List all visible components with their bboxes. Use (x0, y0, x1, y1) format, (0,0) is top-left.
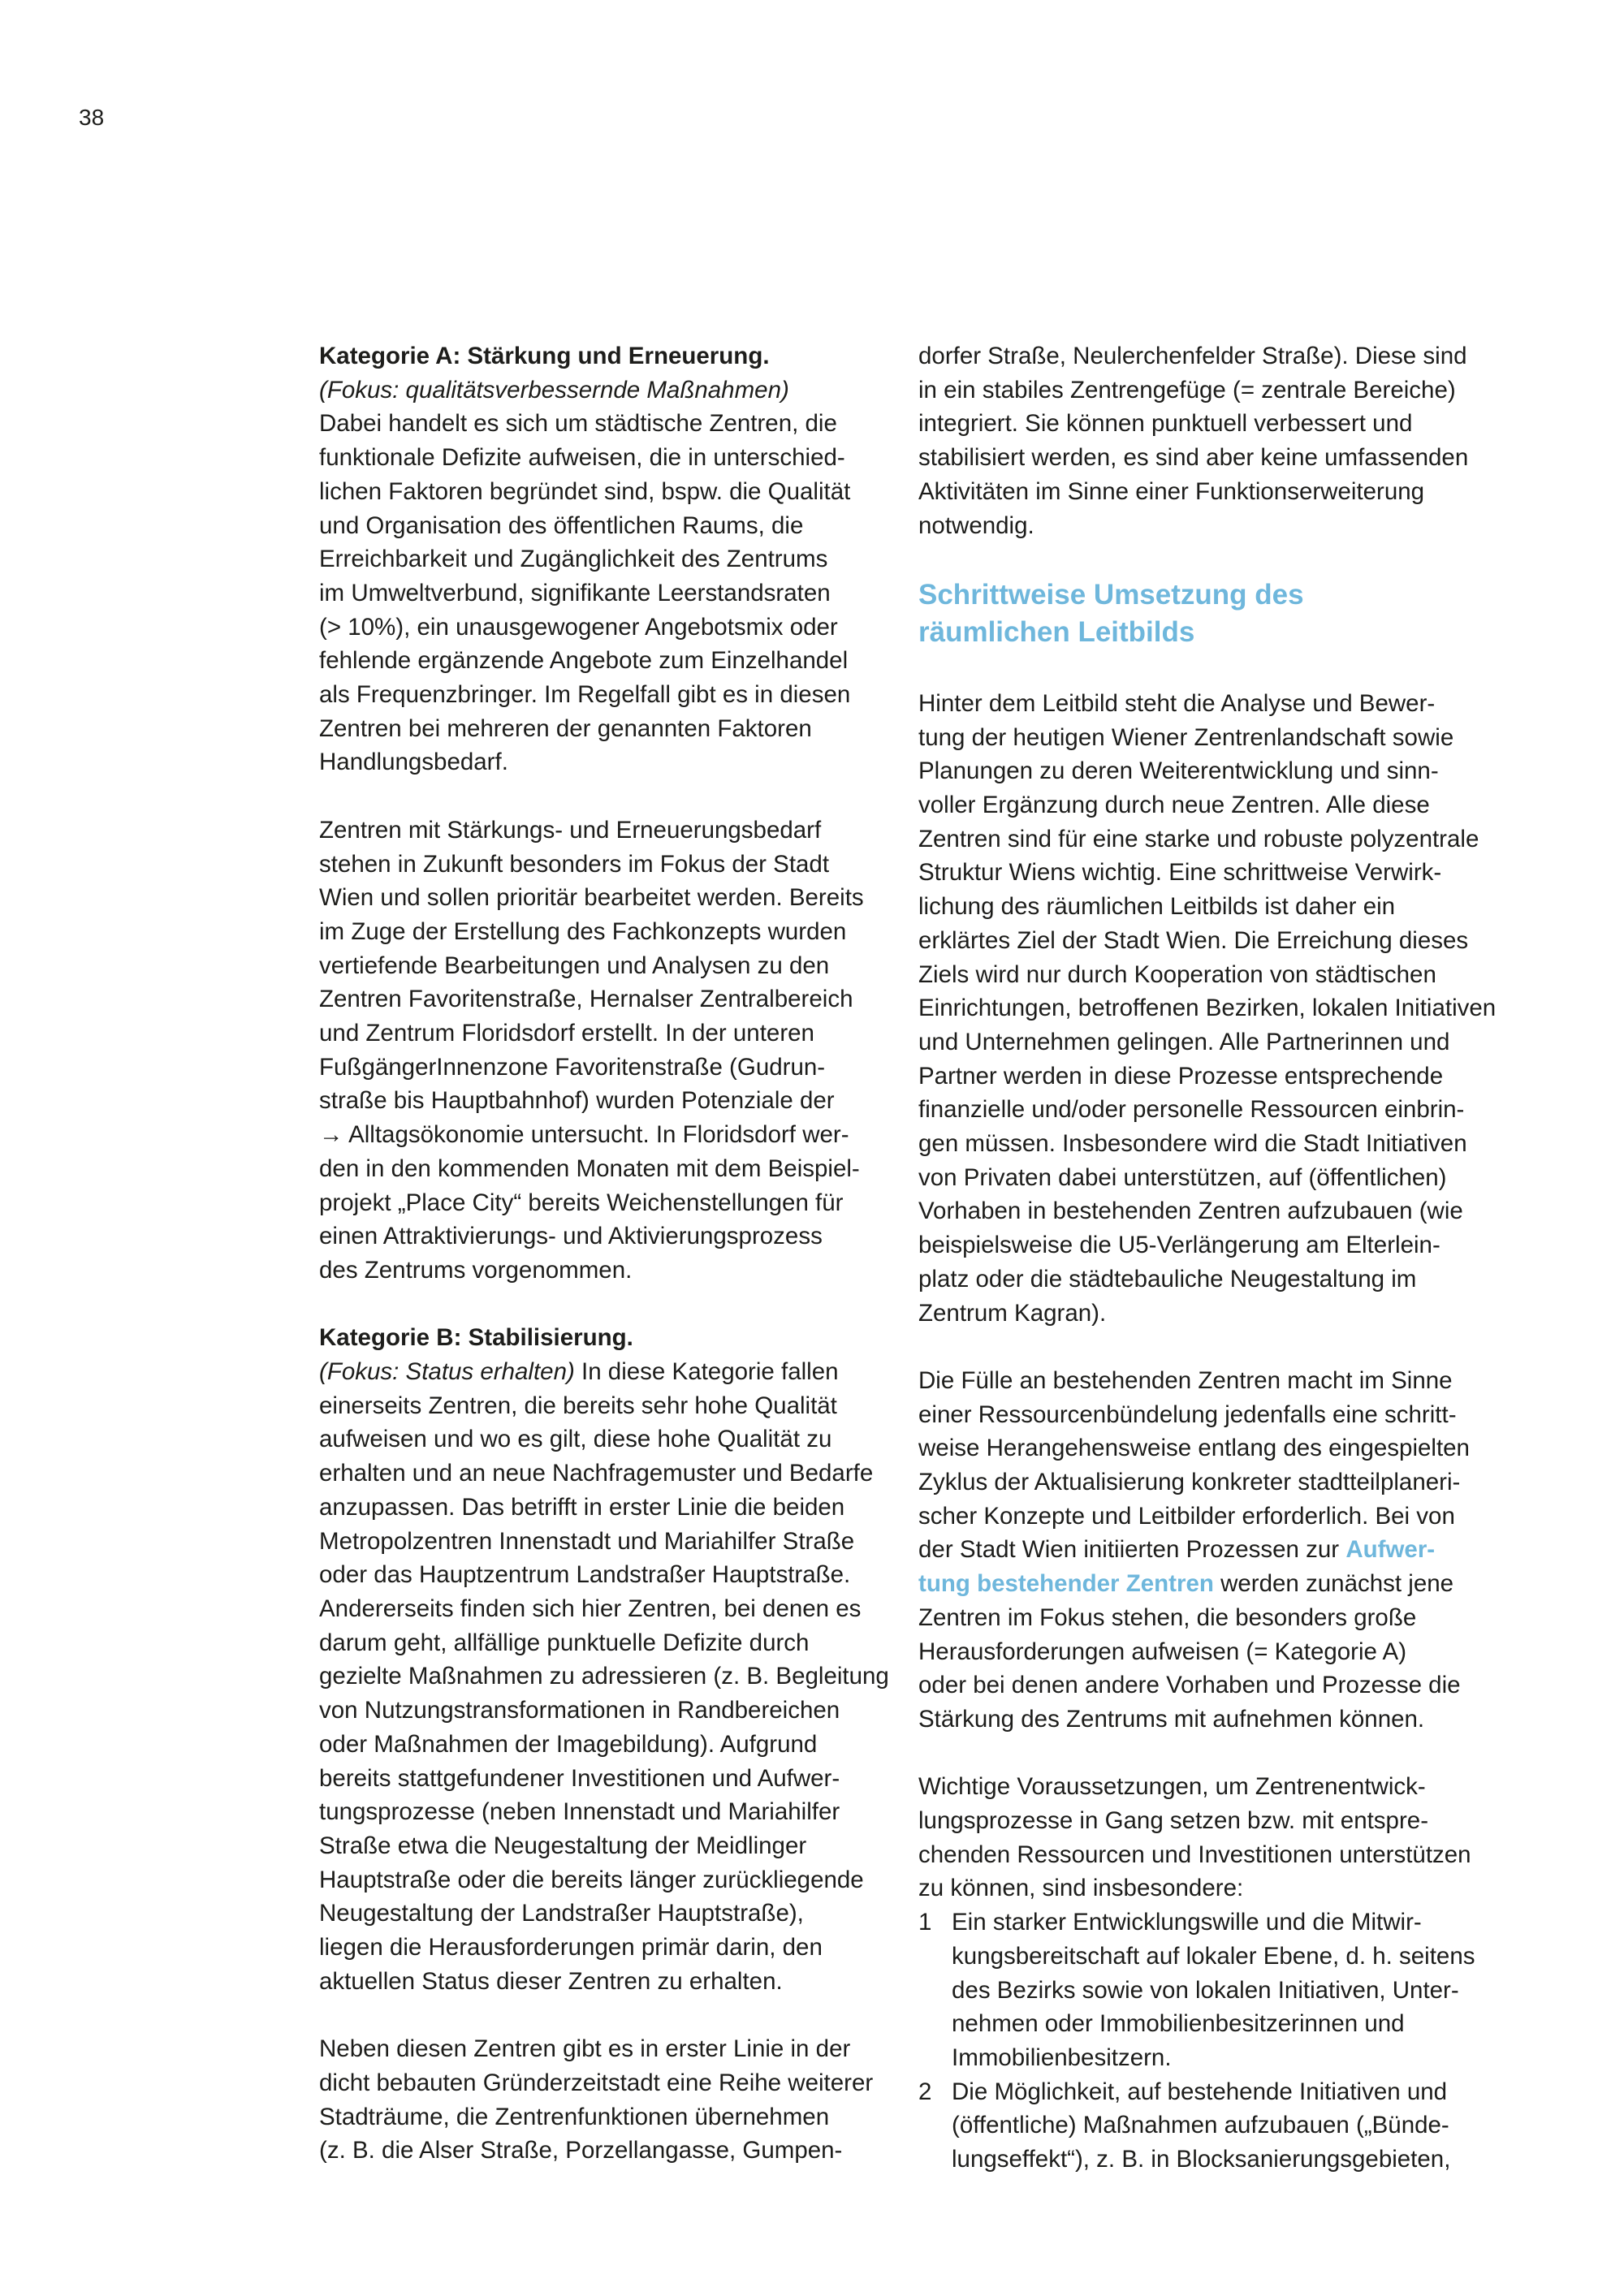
page-number: 38 (79, 105, 105, 130)
text-line: bereits stattgefundener Investitionen und Aufwer- (319, 1764, 840, 1792)
text-line: aktuellen Status dieser Zentren zu erhalten. (319, 1967, 783, 1995)
text-line: Wichtige Voraussetzungen, um Zentrenentwick- (918, 1773, 1426, 1801)
text-line: Hinter dem Leitbild steht die Analyse und Bewer- (918, 689, 1436, 717)
heading-line: Schrittweise Umsetzung des (918, 578, 1304, 611)
text-line: oder Maßnahmen der Imagebildung). Aufgrund (319, 1730, 818, 1758)
text-line: einerseits Zentren, die bereits sehr hohe Qualität (319, 1392, 837, 1419)
list-number: 1 (918, 1909, 932, 1936)
text-line: Zyklus der Aktualisierung konkreter stadtteilplaneri- (918, 1469, 1461, 1496)
text-line: aufweisen und wo es gilt, diese hohe Qualität zu (319, 1426, 832, 1453)
text-line: Stärkung des Zentrums mit aufnehmen können. (918, 1705, 1425, 1733)
category-a-body (319, 407, 888, 779)
text-line: Herausforderungen aufweisen (= Kategorie A) (918, 1638, 1407, 1665)
text-line: den in den kommenden Monaten mit dem Beispiel- (319, 1154, 860, 1182)
text-line: straße bis Hauptbahnhof) wurden Potenziale der (319, 1087, 835, 1115)
text-line: Partner werden in diese Prozesse entsprechende (918, 1062, 1444, 1090)
text-line: stehen in Zukunft besonders im Fokus der Stadt (319, 850, 830, 878)
category-b-first-line-rest: In diese Kategorie fallen (574, 1358, 839, 1386)
text-line: und Organisation des öffentlichen Raums, die (319, 511, 804, 539)
text-line: erhalten und an neue Nachfragemuster und Bedarfe (319, 1460, 874, 1487)
text-line: erklärtes Ziel der Stadt Wien. Die Erreichung dieses (918, 926, 1469, 954)
text-line: integriert. Sie können punktuell verbessert und (918, 410, 1413, 438)
text-line: liegen die Herausforderungen primär darin, den (319, 1934, 823, 1962)
text-line: chenden Ressourcen und Investitionen unterstützen (918, 1841, 1471, 1868)
text-line: platz oder die städtebauliche Neugestaltung im (918, 1265, 1417, 1293)
text-line: Ein starker Entwicklungswille und die Mitwir- (952, 1909, 1422, 1936)
requirements-list (918, 1905, 1487, 2177)
text-line: von Privaten dabei unterstützen, auf (öffentlichen) (918, 1163, 1447, 1191)
text-line: und Unternehmen gelingen. Alle Partnerinnen und (918, 1028, 1450, 1055)
text-line: in ein stabiles Zentrengefüge (= zentrale Bereiche) (918, 376, 1456, 404)
text-line: kungsbereitschaft auf lokaler Ebene, d. h. seitens (952, 1942, 1475, 1970)
category-a-focus: (Fokus: qualitätsverbessernde Maßnahmen) (319, 376, 789, 404)
category-b-first-line (319, 1355, 888, 1389)
category-b-focus: (Fokus: Status erhalten) (319, 1358, 575, 1386)
list-item (918, 1905, 1487, 2075)
text-line: lungsprozesse in Gang setzen bzw. mit entspre- (918, 1807, 1429, 1835)
text-line: Metropolzentren Innenstadt und Mariahilfer Straße (319, 1527, 855, 1555)
text-line: notwendig. (918, 511, 1034, 539)
list-item (918, 2075, 1487, 2177)
text-line: des Bezirks sowie von lokalen Initiativen, Unter- (952, 1976, 1459, 2004)
text-line: Ziels wird nur durch Kooperation von städtischen (918, 960, 1436, 988)
text-line: (z. B. die Alser Straße, Porzellangasse, Gumpen- (319, 2137, 843, 2164)
text-line: Zentren sind für eine starke und robuste polyzentrale (918, 825, 1479, 852)
text-line: gezielte Maßnahmen zu adressieren (z. B. Begleitung (319, 1663, 889, 1690)
text-line: (> 10%), ein unausgewogener Angebotsmix oder (319, 613, 838, 641)
text-line: Zentren bei mehreren der genannten Faktoren (319, 714, 812, 742)
paragraph-voraussetzungen (918, 1770, 1487, 1905)
text-line: lichen Faktoren begründet sind, bspw. die Qualität (319, 477, 851, 505)
left-column (319, 339, 888, 2168)
text-line: Die Fülle an bestehenden Zentren macht im Sinne (918, 1366, 1453, 1394)
text-line: dicht bebauten Gründerzeitstadt eine Reihe weiterer (319, 2069, 874, 2096)
text-line: des Zentrums vorgenommen. (319, 1256, 633, 1284)
text-line: dorfer Straße, Neulerchenfelder Straße). Diese sind (918, 343, 1467, 369)
text-line: FußgängerInnenzone Favoritenstraße (Gudrun- (319, 1053, 826, 1081)
text-line: Vorhaben in bestehenden Zentren aufzubauen (wie (918, 1198, 1463, 1225)
text-line: → Alltagsökonomie untersucht. In Floridsdorf wer- (319, 1121, 849, 1149)
text-line: Neugestaltung der Landstraßer Hauptstraße), (319, 1900, 804, 1927)
text-line: fehlende ergänzende Angebote zum Einzelhandel (319, 647, 849, 675)
paragraph-staerkung (319, 814, 888, 1288)
aufwertung-link-part2[interactable]: tung bestehender Zentren (918, 1570, 1214, 1598)
text-line: Die Möglichkeit, auf bestehende Initiativen und (952, 2078, 1448, 2105)
heading-line: räumlichen Leitbilds (918, 615, 1195, 648)
text-line: einen Attraktivierungs- und Aktivierungsprozess (319, 1223, 823, 1250)
category-a-section (319, 339, 888, 779)
text-line: oder bei denen andere Vorhaben und Prozesse die (918, 1672, 1461, 1699)
text-line: Straße etwa die Neugestaltung der Meidlinger (319, 1832, 807, 1859)
list-number: 2 (918, 2078, 932, 2105)
text-line: Planungen zu deren Weiterentwicklung und sinn- (918, 757, 1439, 785)
category-b-heading: Kategorie B: Stabilisierung. (319, 1324, 633, 1352)
link-line (918, 1533, 1487, 1567)
text-line: Erreichbarkeit und Zugänglichkeit des Zentrums (319, 546, 828, 573)
text-line: darum geht, allfällige punktuelle Defizite durch (319, 1629, 810, 1656)
link-line-suffix: werden zunächst jene (1213, 1570, 1454, 1598)
text-line: Zentren Favoritenstraße, Hernalser Zentralbereich (319, 986, 853, 1013)
text-line: von Nutzungstransformationen in Randbereichen (319, 1697, 840, 1724)
text-line: anzupassen. Das betrifft in erster Linie die beiden (319, 1493, 845, 1521)
text-line: Handlungsbedarf. (319, 749, 508, 776)
paragraph-leitbild (918, 687, 1497, 1330)
text-line: gen müssen. Insbesondere wird die Stadt Initiativen (918, 1130, 1467, 1158)
text-line: weise Herangehensweise entlang des eingespielten (918, 1435, 1470, 1462)
text-line: finanzielle und/oder personelle Ressourcen einbrin- (918, 1096, 1465, 1124)
aufwertung-link-part1[interactable]: Aufwer- (1345, 1536, 1436, 1564)
text-line: lungseffekt“), z. B. in Blocksanierungsgebieten, (952, 2146, 1451, 2173)
category-b-body (319, 1389, 888, 1999)
text-line: Struktur Wiens wichtig. Eine schrittweise Verwirk- (918, 859, 1442, 887)
text-line: nehmen oder Immobilienbesitzerinnen und (952, 2010, 1405, 2038)
text-line: funktionale Defizite aufweisen, die in unterschied- (319, 444, 845, 472)
category-b-section (319, 1321, 888, 1998)
text-line: zu können, sind insbesondere: (918, 1875, 1244, 1902)
text-line: (öffentliche) Maßnahmen aufzubauen („Bünde- (952, 2112, 1449, 2139)
text-line: scher Konzepte und Leitbilder erforderlich. Bei von (918, 1502, 1455, 1530)
text-line: und Zentrum Floridsdorf erstellt. In der unteren (319, 1020, 814, 1047)
link-line-2 (918, 1567, 1487, 1601)
text-line: Immobilienbesitzern. (952, 2044, 1172, 2071)
paragraph-weitere-stadtraeume (319, 2032, 888, 2168)
paragraph-fuelle-end (918, 1601, 1487, 1737)
text-line: Dabei handelt es sich um städtische Zentren, die (319, 410, 837, 438)
paragraph-fuelle (918, 1364, 1487, 1737)
text-line: Einrichtungen, betroffenen Bezirken, lokalen Initiativen (918, 995, 1497, 1022)
text-line: Zentrum Kagran). (918, 1299, 1107, 1327)
text-line: Hauptstraße oder die bereits länger zurückliegende (319, 1866, 864, 1893)
text-line: beispielsweise die U5-Verlängerung am Elterlein- (918, 1232, 1440, 1259)
paragraph-fuelle-start (918, 1364, 1487, 1534)
text-line: stabilisiert werden, es sind aber keine umfassenden (918, 444, 1469, 472)
right-column (918, 339, 1497, 2177)
text-line: Stadträume, die Zentrenfunktionen übernehmen (319, 2103, 830, 2130)
text-line: vertiefende Bearbeitungen und Analysen zu den (319, 952, 830, 979)
text-line: tungsprozesse (neben Innenstadt und Mariahilfer (319, 1798, 840, 1826)
text-line: projekt „Place City“ bereits Weichenstellungen für (319, 1189, 844, 1216)
text-line: lichung des räumlichen Leitbilds ist daher ein (918, 893, 1396, 921)
text-line: im Zuge der Erstellung des Fachkonzepts wurden (319, 917, 847, 945)
link-line-prefix: der Stadt Wien initiierten Prozessen zur (918, 1536, 1346, 1564)
text-line: als Frequenzbringer. Im Regelfall gibt es in diesen (319, 681, 851, 709)
text-line: tung der heutigen Wiener Zentrenlandschaft sowie (918, 723, 1454, 751)
text-line: Zentren im Fokus stehen, die besonders große (918, 1603, 1417, 1631)
text-line: oder das Hauptzentrum Landstraßer Hauptstraße. (319, 1561, 851, 1589)
category-a-heading: Kategorie A: Stärkung und Erneuerung. (319, 343, 770, 369)
text-line: Andererseits finden sich hier Zentren, bei denen es (319, 1595, 862, 1622)
text-line: im Umweltverbund, signifikante Leerstandsraten (319, 579, 831, 606)
text-line: voller Ergänzung durch neue Zentren. Alle diese (918, 792, 1430, 819)
text-line: einer Ressourcenbündelung jedenfalls eine schritt- (918, 1400, 1457, 1428)
paragraph-continuation (918, 339, 1487, 542)
text-line: Wien und sollen prioritär bearbeitet werden. Bereits (319, 884, 864, 912)
text-line: Aktivitäten im Sinne einer Funktionserweiterung (918, 477, 1425, 505)
text-line: Neben diesen Zentren gibt es in erster Linie in der (319, 2035, 851, 2063)
text-line: Zentren mit Stärkungs- und Erneuerungsbedarf (319, 816, 822, 844)
section-heading (918, 576, 1487, 651)
